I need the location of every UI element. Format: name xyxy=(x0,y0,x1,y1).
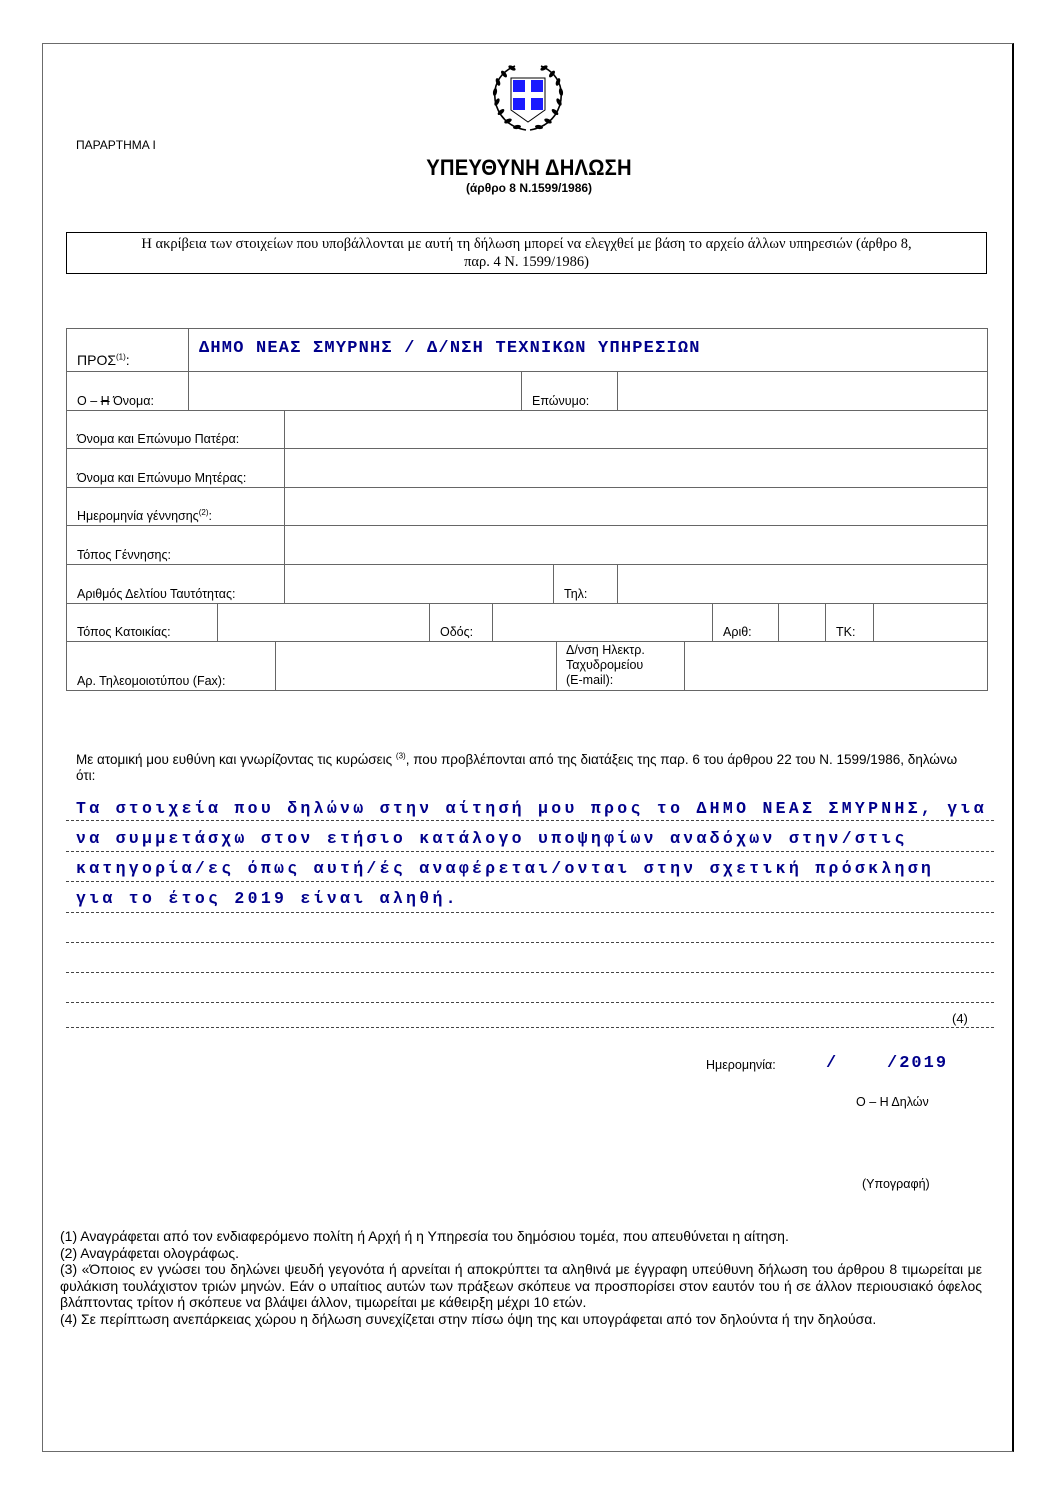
dotted-rule xyxy=(66,1027,994,1028)
to-label: ΠΡΟΣ$^{(1)}$: xyxy=(77,352,130,368)
signature-label: (Υπογραφή) xyxy=(862,1177,930,1191)
postal-label-cell xyxy=(825,603,874,642)
email-label: Δ/νση Ηλεκτρ. Ταχυδρομείου (E-mail): xyxy=(566,643,645,687)
street-label-cell xyxy=(429,603,493,642)
street-field[interactable] xyxy=(492,603,713,642)
declaration-intro: Με ατομική μου ευθύνη και γνωρίζοντας τις κυρώσεις $^{(3)}$, που προβλέπονται από της διατάξεις της παρ. 6 του άρθρου 22 του Ν. 1599/1986, δηλώνω ότι: xyxy=(76,751,958,783)
footnote-3: (3) «Όποιος εν γνώσει του δηλώνει ψευδή γεγονότα ή αρνείται ή αποκρύπτει τα αληθινά με έγγραφη υπεύθυνη δήλωση του άρθρου 8 τιμωρείται με φυλάκιση τουλάχιστον τριών μηνών. Εάν ο υπαίτιος αυτών των πράξεων σκόπευε να προσπορίσει στον εαυτόν του ή σε άλλον περιουσιακό όφελος βλάπτοντας τρίτον ή σκόπευε να βλάψει άλλον, τιμωρείται με κάθειρξη μέχρι 10 ετών. xyxy=(60,1261,982,1310)
date-field[interactable]: / /2019 xyxy=(826,1054,949,1073)
footnote-4: (4) Σε περίπτωση ανεπάρκειας χώρου η δήλωση συνεχίζεται στην πίσω όψη της και υπογράφεται από τον δηλούντα ή την δηλούσα. xyxy=(60,1310,877,1327)
declaration-line: κατηγορία/ες όπως αυτή/ές αναφέρεται/ονται στην σχετική πρόσκληση xyxy=(76,859,935,878)
email-field[interactable] xyxy=(684,641,988,691)
birthplace-label-cell xyxy=(66,525,285,565)
dotted-rule xyxy=(66,881,994,882)
date-label: Ημερομηνία: xyxy=(706,1058,776,1072)
birthdate-field[interactable] xyxy=(284,487,988,526)
fax-label: Αρ. Τηλεομοιοτύπου (Fax): xyxy=(77,674,226,688)
annex-label: ΠΑΡΑΡΤΗΜΑ Ι xyxy=(76,138,156,152)
postal-code-field[interactable] xyxy=(873,603,988,642)
street-number-label: Αριθ: xyxy=(723,625,752,639)
mother-field[interactable] xyxy=(284,448,988,488)
law-reference: (άρθρο 8 Ν.1599/1986) xyxy=(465,181,593,195)
declaration-line: για το έτος 2019 είναι αληθή. xyxy=(76,889,459,908)
street-label: Οδός: xyxy=(440,625,474,639)
residence-label-cell xyxy=(66,603,218,642)
birthplace-field[interactable] xyxy=(284,525,988,565)
residence-field[interactable] xyxy=(217,603,430,642)
notice-line-1: Η ακρίβεια των στοιχείων που υποβάλλονται με αυτή τη δήλωση μπορεί να ελεγχθεί με βάση το αρχείο άλλων υπηρεσιών (άρθρο 8, xyxy=(141,236,912,252)
father-field[interactable] xyxy=(284,410,988,449)
dotted-rule xyxy=(66,972,994,973)
greek-coat-of-arms-icon xyxy=(489,62,567,136)
name-label: Ο – Η Όνομα: xyxy=(77,394,154,408)
fax-label-cell xyxy=(66,641,276,691)
email-label-cell xyxy=(556,641,685,691)
notice-line-2: παρ. 4 Ν. 1599/1986) xyxy=(464,254,589,270)
dotted-rule xyxy=(66,1002,994,1003)
declaration-line: να συμμετάσχω στον ετήσιο κατάλογο υποψηφίων αναδόχων στην/στις xyxy=(76,829,908,848)
birthdate-label: Ημερομηνία γέννησης$^{(2)}$: xyxy=(77,507,212,523)
footnote-2: (2) Αναγράφεται ολογράφως. xyxy=(60,1244,240,1261)
street-number-field[interactable] xyxy=(778,603,826,642)
mother-label-cell xyxy=(66,448,285,488)
continuation-note: (4) xyxy=(952,1011,968,1026)
name-label-cell xyxy=(66,371,189,411)
phone-label: Τηλ: xyxy=(564,587,588,601)
footnotes xyxy=(60,1228,982,1327)
birthplace-label: Τόπος Γέννησης: xyxy=(77,548,172,562)
fax-field[interactable] xyxy=(275,641,557,691)
declarant-label: Ο – Η Δηλών xyxy=(856,1095,929,1109)
father-label: Όνομα και Επώνυμο Πατέρα: xyxy=(77,432,240,446)
to-field[interactable] xyxy=(188,328,988,372)
dotted-rule xyxy=(66,912,994,913)
id-card-label: Αριθμός Δελτίου Ταυτότητας: xyxy=(77,587,236,601)
phone-label-cell xyxy=(553,564,618,604)
dotted-rule xyxy=(66,942,994,943)
id-card-field[interactable] xyxy=(284,564,554,604)
mother-label: Όνομα και Επώνυμο Μητέρας: xyxy=(77,471,247,485)
accuracy-notice xyxy=(66,232,987,274)
to-value: ΔΗΜΟ ΝΕΑΣ ΣΜΥΡΝΗΣ / Δ/ΝΣΗ ΤΕΧΝΙΚΩΝ ΥΠΗΡΕΣΙΩΝ xyxy=(199,339,701,358)
surname-label: Επώνυμο: xyxy=(532,394,590,408)
postal-code-label: ΤΚ: xyxy=(836,625,856,639)
residence-label: Τόπος Κατοικίας: xyxy=(77,625,171,639)
footnote-1: (1) Αναγράφεται από τον ενδιαφερόμενο πολίτη ή Αρχή ή η Υπηρεσία του δημόσιου τομέα, που απευθύνεται η αίτηση. xyxy=(60,1228,789,1244)
phone-field[interactable] xyxy=(617,564,988,604)
birthdate-label-cell xyxy=(66,487,285,526)
dotted-rule xyxy=(66,820,994,821)
to-label-cell xyxy=(66,328,189,372)
surname-label-cell xyxy=(521,371,618,411)
surname-field[interactable] xyxy=(617,371,988,411)
name-field[interactable] xyxy=(188,371,522,411)
declaration-line: Τα στοιχεία που δηλώνω στην αίτησή μου προς το ΔΗΜΟ ΝΕΑΣ ΣΜΥΡΝΗΣ, για xyxy=(76,799,987,818)
page-title: ΥΠΕΥΘΥΝΗ ΔΗΛΩΣΗ xyxy=(426,155,632,180)
id-label-cell xyxy=(66,564,285,604)
dotted-rule xyxy=(66,851,994,852)
number-label-cell xyxy=(712,603,779,642)
father-label-cell xyxy=(66,410,285,449)
